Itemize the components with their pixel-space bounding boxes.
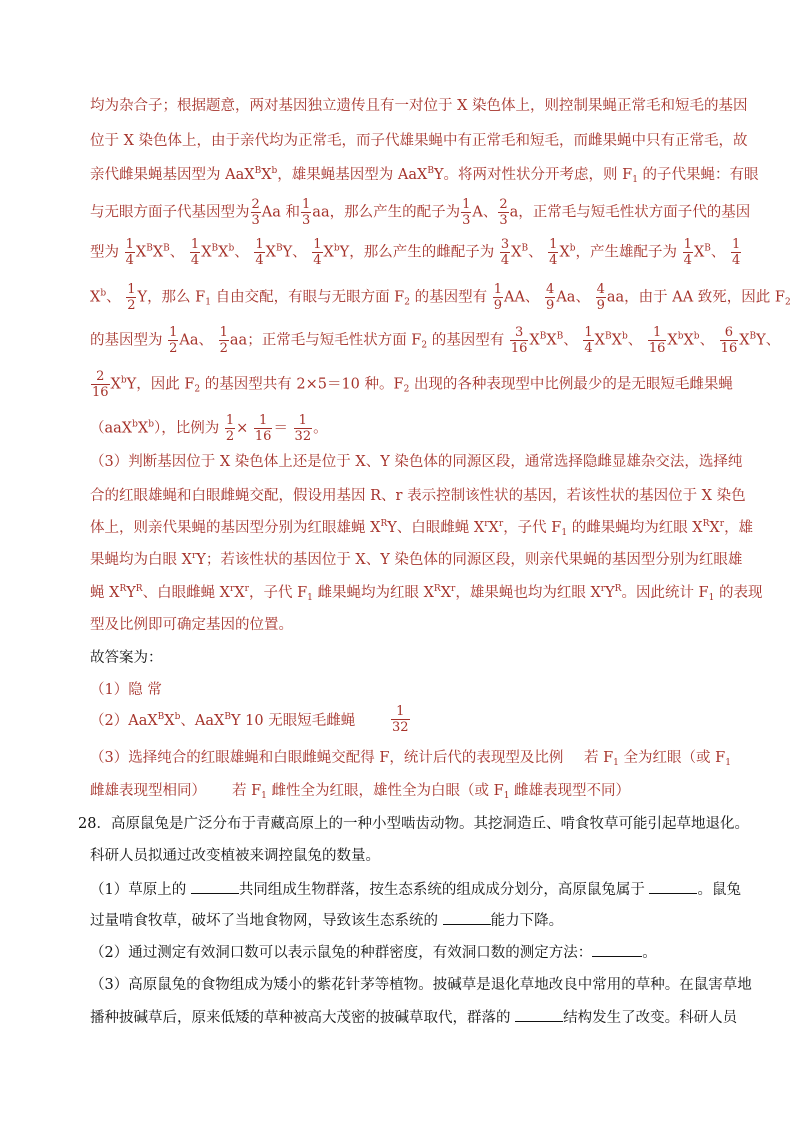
separator: 、 [563, 332, 578, 349]
chromosome: X [265, 244, 276, 261]
analysis-text: 、白眼雌蝇 X [142, 585, 231, 601]
fraction-numerator: 1 [259, 413, 268, 428]
allele-sup: b [693, 331, 700, 342]
analysis-text: 的基因型共有 2×5＝10 种。F [200, 376, 404, 393]
separator: 、 [699, 332, 715, 349]
fraction-numerator: 3 [500, 237, 510, 252]
analysis-text: ，子代 F [248, 585, 308, 601]
generation-sub: 1 [261, 791, 267, 801]
fraction-numerator: 4 [546, 282, 555, 297]
analysis-line-1 [90, 96, 748, 116]
fraction-numerator: 1 [683, 237, 692, 252]
chromosome: X [739, 332, 750, 349]
fraction [254, 238, 264, 267]
analysis-text: 的基因型有 [409, 289, 488, 306]
fraction [510, 326, 529, 355]
fraction [583, 326, 593, 355]
separator: 、 [528, 244, 543, 261]
fraction-denominator: 3 [302, 213, 311, 228]
fraction-denominator: 4 [584, 341, 593, 356]
analysis-text: aa；正常毛与短毛性状方面 F [229, 332, 422, 349]
chromosome: Y [605, 585, 615, 601]
answer-3-line-1b [584, 748, 731, 768]
fraction-numerator: 2 [96, 369, 105, 384]
allele-sup: B [254, 166, 262, 176]
answer-3-line-2 [90, 781, 206, 801]
fraction-numerator: 1 [225, 413, 235, 428]
fraction-numerator: 1 [493, 282, 502, 297]
fraction-numerator: 1 [125, 237, 134, 252]
operator: ＝ [273, 420, 288, 437]
question-28-sub-1a [90, 879, 741, 900]
question-text: 播种披碱草后，原来低矮的草种被高大茂密的披碱草取代，群落的 [90, 1010, 511, 1026]
fraction [168, 326, 178, 355]
chromosome: X [529, 332, 540, 349]
allele-sup: B [224, 712, 231, 722]
allele-sup: b [228, 243, 235, 254]
generation-sub: 2 [403, 384, 410, 395]
analysis-text: 型及比例即可确定基因的位置。 [90, 617, 293, 633]
fraction-denominator: 4 [549, 253, 558, 268]
analysis-q3-line-3 [90, 518, 753, 538]
chromosome: X [709, 520, 720, 536]
fraction-numerator: 1 [127, 282, 136, 297]
answer-1 [90, 680, 162, 700]
fraction-numerator: 1 [652, 325, 662, 340]
answer-text: 雌雄表现型不同） [509, 783, 631, 799]
generation-sub: 1 [613, 758, 619, 768]
allele-sup: B [749, 331, 757, 342]
allele-sup: b [333, 243, 340, 254]
fraction [720, 326, 739, 355]
separator: 、 [292, 244, 307, 261]
generation-sub: 1 [632, 175, 638, 185]
analysis-text: 合的红眼雄蝇和白眼雌蝇交配，假设用基因 R、r 表示控制该性状的基因，若该性状的基因位于 X 染色 [90, 488, 746, 504]
analysis-line-4 [90, 198, 750, 227]
fraction-denominator: 32 [392, 720, 409, 735]
generation-sub: 2 [404, 297, 410, 308]
question-28-sub-3b [90, 1007, 737, 1028]
fraction [126, 283, 136, 312]
generation-sub: 1 [561, 528, 568, 538]
analysis-text: 。因此统计 F [621, 585, 709, 601]
fraction [493, 283, 503, 312]
fraction [254, 414, 273, 443]
allele-sup: r [230, 584, 235, 594]
answer-blank[interactable] [443, 910, 491, 925]
chromosome: X [546, 332, 557, 349]
analysis-text: Y；若该性状的基因位于 X、Y 染色体的同源区段，则亲代果蝇的基因型分别为红眼雄 [196, 552, 743, 568]
chromosome: X [90, 289, 101, 306]
answer-blank[interactable] [592, 942, 642, 957]
analysis-text: 出现的各种表现型中比例最少的是无眼短毛雌果蝇 [409, 376, 733, 393]
chromosome: Y [126, 585, 136, 601]
chromosome: X [667, 332, 678, 349]
allele-sup: R [119, 584, 127, 594]
allele-sup: b [174, 712, 181, 722]
analysis-text: aa，那么产生的配子为 [312, 204, 461, 221]
fraction-numerator: 1 [298, 413, 307, 428]
analysis-text: ，那么 F [147, 289, 206, 306]
generation-sub: 2 [421, 340, 428, 351]
chromosome: Y [137, 289, 148, 306]
analysis-text: Y、白眼雌蝇 X [387, 520, 485, 536]
analysis-text: 的表现 [714, 585, 763, 601]
separator: 、 [234, 244, 249, 261]
answer-heading-text: 故答案为： [90, 650, 163, 666]
generation-sub: 2 [194, 384, 201, 395]
chromosome: X [488, 520, 499, 536]
fraction-numerator: 6 [724, 325, 734, 340]
fraction [91, 370, 110, 399]
analysis-text: ，雄果蝇基因型为 AaX [277, 167, 428, 183]
question-28-line-2 [90, 846, 380, 866]
fraction-numerator: 1 [169, 325, 178, 340]
fraction [312, 238, 322, 267]
question-28-line-1 [78, 814, 749, 834]
analysis-text: Aa 和 [261, 204, 301, 221]
question-text: 科研人员拟通过改变植被来调控鼠兔的数量。 [90, 848, 380, 864]
fraction-numerator: 1 [732, 237, 741, 252]
answer-text: 全为红眼（或 F [618, 750, 726, 766]
analysis-text: Y。将两对性状分开考虑，则 F [433, 167, 633, 183]
analysis-text: 亲代雌果蝇基因型为 AaX [90, 167, 255, 183]
analysis-q3-line-2 [90, 486, 746, 506]
question-28-sub-2 [90, 942, 657, 963]
fraction [596, 283, 606, 312]
analysis-text: 的子代果蝇：有眼 [637, 167, 759, 183]
fraction [301, 198, 311, 227]
fraction [498, 198, 508, 227]
question-text: 28．高原鼠兔是广泛分布于青藏高原上的一种小型啮齿动物。其挖洞造丘、啃食牧草可能引起草地退化。 [78, 816, 749, 832]
allele-sup: R [433, 584, 441, 594]
answer-text: （1）隐 常 [90, 682, 162, 698]
fraction-numerator: 1 [462, 197, 471, 212]
generation-sub: 2 [784, 297, 791, 308]
analysis-text: 。 [313, 420, 328, 437]
question-text: 结构发生了改变。科研人员 [563, 1010, 738, 1026]
fraction [190, 238, 200, 267]
fraction [500, 238, 510, 267]
chromosome: X [218, 244, 229, 261]
chromosome: X [693, 244, 705, 261]
analysis-text: a，正常毛与短毛性状方面子代的基因 [509, 204, 751, 221]
fraction-numerator: 3 [514, 325, 524, 340]
fraction [391, 705, 410, 734]
analysis-line-2 [90, 131, 748, 151]
analysis-text: （3）判断基因位于 X 染色体上还是位于 X、Y 染色体的同源区段，通常选择隐雌显雄杂交法，选择纯 [90, 454, 743, 470]
chromosome: X [594, 332, 605, 349]
fraction [294, 414, 313, 443]
question-text: 。 [642, 945, 657, 961]
allele-sup: r [244, 584, 249, 594]
fraction-denominator: 4 [500, 253, 510, 268]
analysis-text: 位于 X 染色体上，由于亲代均为正常毛，而子代雄果蝇中有正常毛和短毛，而雌果蝇中只有正常毛，故 [90, 133, 748, 149]
fraction-numerator: 1 [313, 237, 322, 252]
fraction-numerator: 1 [584, 325, 593, 340]
fraction-denominator: 2 [225, 429, 235, 444]
chromosome: Y [756, 332, 766, 349]
question-text: 。鼠兔 [697, 882, 741, 898]
chromosome: X [511, 244, 522, 261]
analysis-text: ，子代 F [503, 520, 562, 536]
fraction-numerator: 2 [499, 197, 508, 212]
fraction-denominator: 4 [732, 253, 741, 268]
analysis-text: ），比例为 [153, 420, 220, 437]
answer-text: 若 F [584, 750, 614, 766]
fraction-denominator: 16 [510, 341, 528, 356]
fraction-denominator: 9 [493, 298, 502, 313]
answer-text: 若 F [232, 783, 262, 799]
answer-3-line-2b [232, 781, 630, 801]
allele-sup: B [539, 331, 547, 342]
allele-sup: B [211, 243, 219, 254]
analysis-q3-line-6 [90, 615, 293, 635]
generation-sub: 1 [205, 297, 211, 308]
chromosome: Y [126, 376, 137, 393]
analysis-line-7 [90, 326, 780, 355]
fraction-denominator: 4 [255, 253, 264, 268]
allele-sup: B [146, 243, 153, 254]
chromosome: X [683, 332, 694, 349]
analysis-line-8 [90, 370, 733, 399]
question-text: 过量啃食牧草，破坏了当地食物网，导致该生态系统的 [90, 913, 438, 929]
answer-text: 、AaX [180, 713, 225, 729]
fraction-denominator: 3 [251, 213, 260, 228]
answer-blank[interactable] [649, 879, 697, 894]
chromosome: X [611, 332, 622, 349]
fraction [731, 238, 741, 267]
analysis-text: 自由交配，有眼与无眼方面 F [210, 289, 405, 306]
operator: × [236, 420, 249, 437]
analysis-q3-line-4 [90, 550, 742, 570]
generation-sub: 1 [307, 593, 313, 603]
fraction-denominator: 9 [596, 298, 605, 313]
allele-sup: B [163, 243, 170, 254]
question-text: （3）高原鼠兔的食物组成为矮小的紫花针茅等植物。披碱草是退化草地改良中常用的草种。在鼠害草地 [90, 977, 752, 993]
question-28-sub-1b [90, 910, 563, 931]
separator: 、 [169, 244, 185, 261]
fraction [251, 198, 261, 227]
fraction-denominator: 3 [462, 213, 471, 228]
separator: 、 [710, 244, 726, 261]
analysis-q3-line-5 [90, 583, 762, 603]
separator: 、 [765, 332, 781, 349]
fraction [648, 326, 667, 355]
answer-blank[interactable] [191, 879, 239, 894]
fraction-denominator: 32 [294, 429, 312, 444]
fraction-numerator: 1 [255, 237, 264, 252]
fraction-numerator: 1 [219, 325, 228, 340]
fraction-numerator: 2 [251, 197, 260, 212]
allele-sup: b [569, 243, 576, 254]
allele-sup: B [605, 331, 612, 342]
chromosome: X [110, 376, 121, 393]
analysis-q3-line-1 [90, 452, 742, 472]
chromosome: X [201, 244, 212, 261]
answer-heading [90, 648, 163, 668]
analysis-text: ，产生雄配子为 [575, 244, 678, 261]
fraction-denominator: 16 [254, 429, 272, 444]
allele-sup: b [677, 331, 684, 342]
chromosome: X [164, 713, 175, 729]
allele-sup: b [132, 419, 138, 430]
fraction [219, 326, 229, 355]
allele-sup: R [702, 519, 710, 529]
allele-sup: r [600, 584, 606, 594]
allele-sup: r [191, 551, 197, 561]
fraction-denominator: 9 [546, 298, 555, 313]
fraction-numerator: 1 [190, 237, 200, 252]
fraction-denominator: 16 [720, 341, 738, 356]
fraction [225, 414, 235, 443]
analysis-text: Aa、 [179, 332, 214, 349]
allele-sup: B [275, 243, 283, 254]
allele-sup: B [556, 331, 564, 342]
answer-text: 雌性全为红眼，雄性全为白眼（或 F [266, 783, 504, 799]
fraction-numerator: 1 [549, 237, 558, 252]
analysis-line-5 [90, 238, 742, 267]
fraction-denominator: 2 [127, 298, 136, 313]
chromosome: Y [339, 244, 350, 261]
analysis-text: 与无眼方面子代基因型为 [90, 204, 250, 221]
analysis-text: AA、 [503, 289, 540, 306]
fraction-denominator: 4 [125, 253, 134, 268]
fraction [548, 238, 558, 267]
analysis-text: ，雄果蝇也均为红眼 X [455, 585, 601, 601]
answer-text: （2）AaX [90, 713, 158, 729]
allele-sup: R [614, 584, 622, 594]
fraction [125, 238, 135, 267]
allele-sup: b [621, 331, 628, 342]
generation-sub: 1 [503, 791, 510, 801]
allele-sup: B [704, 243, 711, 254]
chromosome: X [323, 244, 334, 261]
question-28-sub-3a [90, 975, 752, 995]
answer-3-line-1 [90, 748, 563, 768]
chromosome: X [559, 244, 570, 261]
question-text: 共同组成生物群落，按生态系统的组成成分划分，高原鼠兔属于 [238, 882, 645, 898]
fraction-numerator: 4 [596, 282, 605, 297]
analysis-text: A、 [472, 204, 498, 221]
generation-sub: 1 [725, 758, 731, 768]
chromosome: X [135, 244, 147, 261]
question-text: 能力下降。 [490, 913, 564, 929]
analysis-text: 均为杂合子；根据题意，两对基因独立遗传且有一对位于 X 染色体上，则控制果蝇正常毛和短毛的基因 [90, 98, 748, 114]
allele-sup: B [157, 712, 165, 722]
fraction-denominator: 4 [190, 253, 200, 268]
analysis-text: Aa、 [556, 289, 590, 306]
chromosome: Y [282, 244, 293, 261]
fraction-denominator: 2 [219, 341, 228, 356]
allele-sup: r [451, 584, 456, 594]
chromosome: X [234, 585, 245, 601]
allele-sup: b [148, 419, 154, 430]
analysis-line-3 [90, 165, 759, 185]
separator: 、 [627, 332, 643, 349]
answer-2-fraction [390, 705, 411, 734]
analysis-text: 的雌果蝇均为红眼 X [567, 520, 703, 536]
fraction-denominator: 4 [683, 253, 692, 268]
analysis-text: 果蝇均为白眼 X [90, 552, 192, 568]
fraction-denominator: 16 [92, 385, 109, 400]
analysis-text: 型为 [90, 244, 119, 261]
answer-blank[interactable] [515, 1007, 563, 1022]
fraction [683, 238, 693, 267]
chromosome: X [137, 420, 149, 437]
analysis-text: X [261, 167, 272, 183]
analysis-text: ，那么产生的雌配子为 [349, 244, 495, 261]
analysis-text: ，因此 F [136, 376, 195, 393]
allele-sup: B [427, 166, 434, 176]
fraction-denominator: 2 [169, 341, 178, 356]
fraction-denominator: 4 [313, 253, 322, 268]
analysis-text: aa，由于 AA 致死，因此 F [606, 289, 785, 306]
allele-sup: R [135, 584, 143, 594]
analysis-text: 的基因型有 [427, 332, 505, 349]
fraction-denominator: 16 [648, 341, 666, 356]
answer-text: Y 10 无眼短毛雌蝇 [230, 713, 356, 729]
analysis-text: ，雄 [724, 520, 754, 536]
allele-sup: r [498, 519, 504, 529]
fraction [461, 198, 471, 227]
analysis-line-6 [90, 283, 791, 312]
question-text: （1）草原上的 [90, 882, 187, 898]
answer-text: （3）选择纯合的红眼雄蝇和白眼雌蝇交配得 F，统计后代的表现型及比例 [90, 750, 564, 766]
analysis-text: 的基因型为 [90, 332, 163, 349]
generation-sub: 1 [708, 593, 715, 603]
analysis-line-9 [90, 414, 328, 443]
allele-sup: r [484, 519, 489, 529]
allele-sup: b [120, 375, 127, 386]
analysis-text: （aaX [90, 420, 133, 437]
allele-sup: B [521, 243, 529, 254]
question-text: （2）通过测定有效洞口数可以表示鼠兔的种群密度，有效洞口数的测定方法： [90, 945, 593, 961]
fraction [545, 283, 555, 312]
chromosome: X [152, 244, 164, 261]
allele-sup: b [271, 166, 278, 176]
fraction-denominator: 3 [499, 213, 508, 228]
analysis-text: 体上，则亲代果蝇的基因型分别为红眼雄蝇 X [90, 520, 381, 536]
answer-text: 雌雄表现型相同） [90, 783, 206, 799]
allele-sup: r [719, 519, 725, 529]
analysis-text: 蝇 X [90, 585, 120, 601]
allele-sup: b [100, 288, 107, 299]
fraction-numerator: 1 [302, 197, 311, 212]
analysis-text: 雌果蝇均为红眼 X [312, 585, 434, 601]
separator: 、 [106, 289, 121, 306]
answer-2 [90, 711, 355, 731]
allele-sup: R [380, 519, 388, 529]
chromosome: X [440, 585, 452, 601]
fraction-numerator: 1 [396, 704, 405, 719]
